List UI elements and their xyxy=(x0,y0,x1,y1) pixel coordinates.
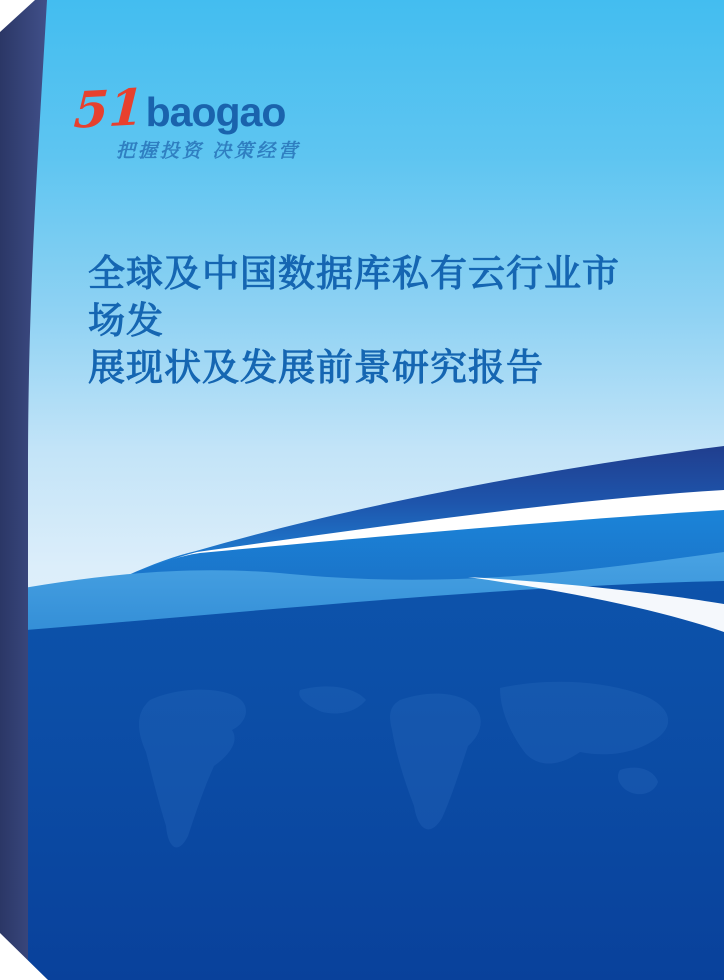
logo-51-mark: 51 xyxy=(72,77,146,140)
report-title-line2: 展现状及发展前景研究报告 xyxy=(88,347,544,388)
report-title xyxy=(88,250,654,391)
logo xyxy=(72,77,301,162)
logo-tagline: 把握投资 决策经营 xyxy=(116,141,301,162)
wave-dark-mass xyxy=(0,581,724,980)
logo-baogao-text: baogao xyxy=(145,89,286,135)
report-title-line1: 全球及中国数据库私有云行业市场发 xyxy=(88,253,620,341)
